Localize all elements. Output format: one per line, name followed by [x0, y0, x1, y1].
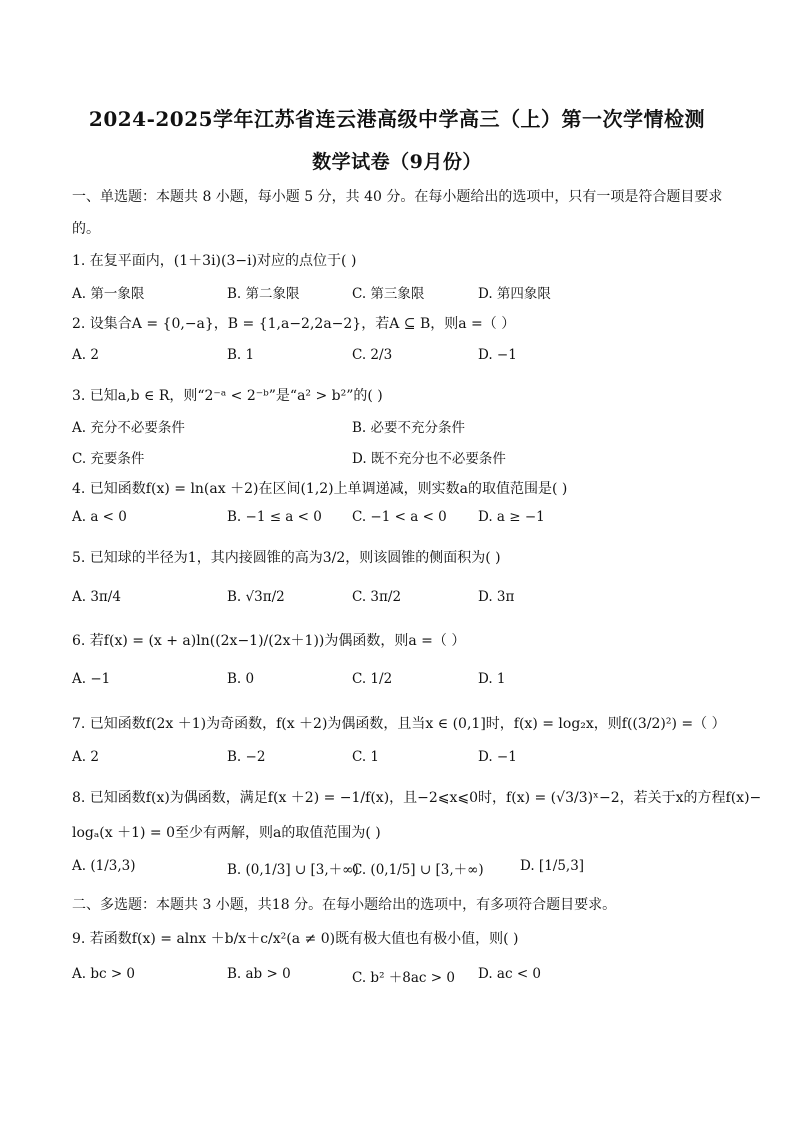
q3-option-d: D. 既不充分也不必要条件 — [352, 451, 506, 467]
q2-option-c: C. 2/3 — [352, 347, 393, 363]
q3-option-c: C. 充要条件 — [72, 451, 145, 467]
question-8-cont: logₐ(x ＋1) = 0至少有两解，则a的取值范围为( ) — [72, 825, 381, 841]
q4-option-c: C. −1 < a < 0 — [352, 509, 447, 525]
question-2: 2. 设集合A = {0,−a}，B = {1,a−2,2a−2}，若A ⊆ B，则a =（ ） — [72, 316, 516, 332]
question-8: 8. 已知函数f(x)为偶函数，满足f(x ＋2) = −1/f(x)，且−2⩽x⩽0时，f(x) = (√3/3)ˣ−2，若关于x的方程f(x)− — [72, 790, 762, 806]
q5-option-c: C. 3π/2 — [352, 589, 402, 605]
q9-option-d: D. ac < 0 — [478, 966, 542, 982]
question-5: 5. 已知球的半径为1，其内接圆锥的高为3/2，则该圆锥的侧面积为( ) — [72, 550, 501, 566]
q4-option-d: D. a ≥ −1 — [478, 509, 545, 525]
q4-option-a: A. a < 0 — [72, 509, 127, 525]
section-1-heading: 一、单选题：本题共 8 小题，每小题 5 分，共 40 分。在每小题给出的选项中，只有一项是符合题目要求 — [72, 189, 723, 205]
q4-option-b: B. −1 ≤ a < 0 — [227, 509, 322, 525]
exam-subtitle: 数学试卷（9月份） — [312, 151, 482, 173]
q6-option-d: D. 1 — [478, 671, 506, 687]
section-1-heading-cont: 的。 — [72, 221, 100, 237]
q6-option-b: B. 0 — [227, 671, 255, 687]
q1-option-a: A. 第一象限 — [72, 286, 145, 302]
q3-option-b: B. 必要不充分条件 — [352, 420, 466, 436]
q5-option-b: B. √3π/2 — [227, 589, 285, 605]
q5-option-d: D. 3π — [478, 589, 515, 605]
q8-option-a: A. (1/3,3) — [72, 858, 136, 874]
q6-option-c: C. 1/2 — [352, 671, 393, 687]
q1-option-c: C. 第三象限 — [352, 286, 425, 302]
q5-option-a: A. 3π/4 — [72, 589, 121, 605]
q7-option-d: D. −1 — [478, 749, 517, 765]
q3-option-a: A. 充分不必要条件 — [72, 420, 185, 436]
q8-option-c: C. (0,1/5] ∪ [3,＋∞) — [352, 862, 484, 878]
q1-option-d: D. 第四象限 — [478, 286, 551, 302]
q2-option-b: B. 1 — [227, 347, 255, 363]
q7-option-b: B. −2 — [227, 749, 266, 765]
q2-option-d: D. −1 — [478, 347, 517, 363]
q6-option-a: A. −1 — [72, 671, 111, 687]
q9-option-b: B. ab > 0 — [227, 966, 291, 982]
question-4: 4. 已知函数f(x) = ln(ax ＋2)在区间(1,2)上单调递减，则实数a的取值范围是( ) — [72, 481, 568, 497]
section-2-heading: 二、多选题：本题共 3 小题，共18 分。在每小题给出的选项中，有多项符合题目要求。 — [72, 897, 617, 913]
q9-option-c: C. b² ＋8ac > 0 — [352, 970, 455, 986]
question-1: 1. 在复平面内，(1＋3i)(3−i)对应的点位于( ) — [72, 253, 357, 269]
question-9: 9. 若函数f(x) = alnx ＋b/x＋c/x²(a ≠ 0)既有极大值也有极小值，则( ) — [72, 931, 519, 947]
q8-option-b: B. (0,1/3] ∪ [3,＋∞) — [227, 862, 359, 878]
question-3: 3. 已知a,b ∈ R，则“2⁻ᵃ < 2⁻ᵇ”是“a² > b²”的( ) — [72, 388, 383, 404]
question-6: 6. 若f(x) = (x + a)ln((2x−1)/(2x＋1))为偶函数，则a =（ ） — [72, 633, 466, 649]
exam-title: 2024-2025学年江苏省连云港高级中学高三（上）第一次学情检测 — [88, 107, 706, 131]
q8-option-d: D. [1/5,3] — [520, 858, 585, 874]
q9-option-a: A. bc > 0 — [72, 966, 136, 982]
q7-option-c: C. 1 — [352, 749, 380, 765]
question-7: 7. 已知函数f(2x ＋1)为奇函数，f(x ＋2)为偶函数，且当x ∈ (0,1]时，f(x) = log₂x，则f((3/2)²) =（ ） — [72, 716, 726, 732]
q2-option-a: A. 2 — [72, 347, 99, 363]
q1-option-b: B. 第二象限 — [227, 286, 300, 302]
q7-option-a: A. 2 — [72, 749, 99, 765]
